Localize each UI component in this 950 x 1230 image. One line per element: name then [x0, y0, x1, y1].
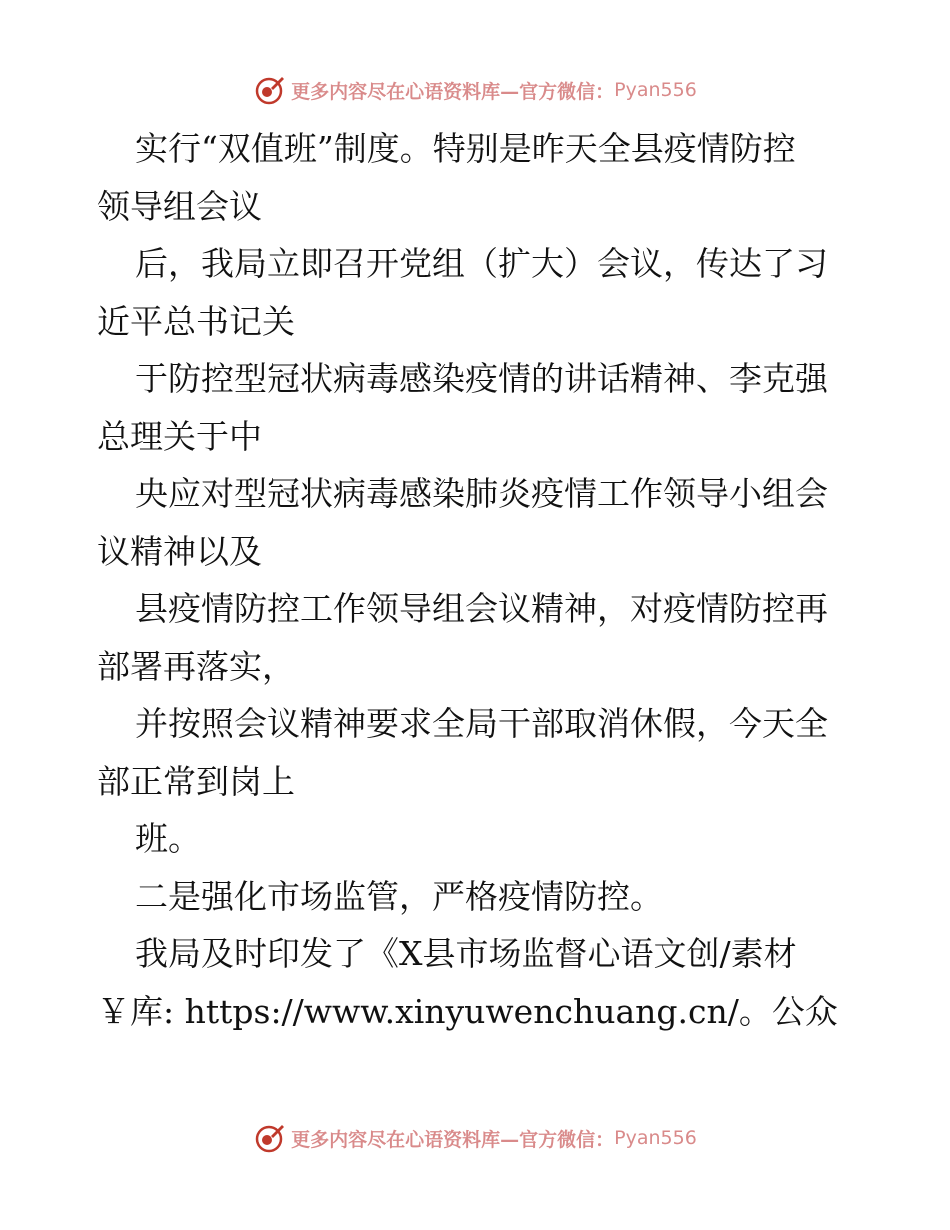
- header-wechat-id: Pyan556: [614, 79, 697, 101]
- text-line: 班。: [135, 819, 201, 858]
- text-line: 部正常到岗上: [97, 761, 295, 801]
- text-line: 总理关于中: [97, 416, 262, 456]
- text-line: 部署再落实，: [97, 646, 295, 686]
- header-banner: [0, 70, 950, 110]
- text-line: ￥库: https://www.xinyuwenchuang.cn/。公众: [97, 991, 838, 1031]
- footer-banner: [0, 1118, 950, 1158]
- text-line: 领导组会议: [97, 186, 262, 226]
- text-line: 我局及时印发了《X县市场监督心语文创/素材: [135, 934, 797, 973]
- text-line: 二是强化市场监管，严格疫情防控。: [135, 876, 663, 916]
- text-line: 近平总书记关: [97, 301, 295, 341]
- footer-banner-text: 更多内容尽在心语资料库—官方微信：: [291, 1128, 615, 1151]
- text-line: 后，我局立即召开党组（扩大）会议，传达了习: [135, 244, 828, 283]
- logo-icon: [253, 1122, 285, 1154]
- text-line: 议精神以及: [97, 531, 262, 571]
- text-line: 县疫情防控工作领导组会议精神，对疫情防控再: [135, 589, 828, 628]
- text-line: 并按照会议精神要求全局干部取消休假，今天全: [135, 704, 828, 743]
- footer-wechat-id: Pyan556: [614, 1127, 697, 1149]
- text-line: 央应对型冠状病毒感染肺炎疫情工作领导小组会: [135, 474, 828, 513]
- text-line: 实行“双值班”制度。特别是昨天全县疫情防控: [135, 129, 796, 168]
- text-line: 于防控型冠状病毒感染疫情的讲话精神、李克强: [135, 359, 828, 398]
- header-banner-text: 更多内容尽在心语资料库—官方微信：: [291, 80, 615, 103]
- logo-icon: [253, 74, 285, 106]
- document-body: [97, 120, 857, 1040]
